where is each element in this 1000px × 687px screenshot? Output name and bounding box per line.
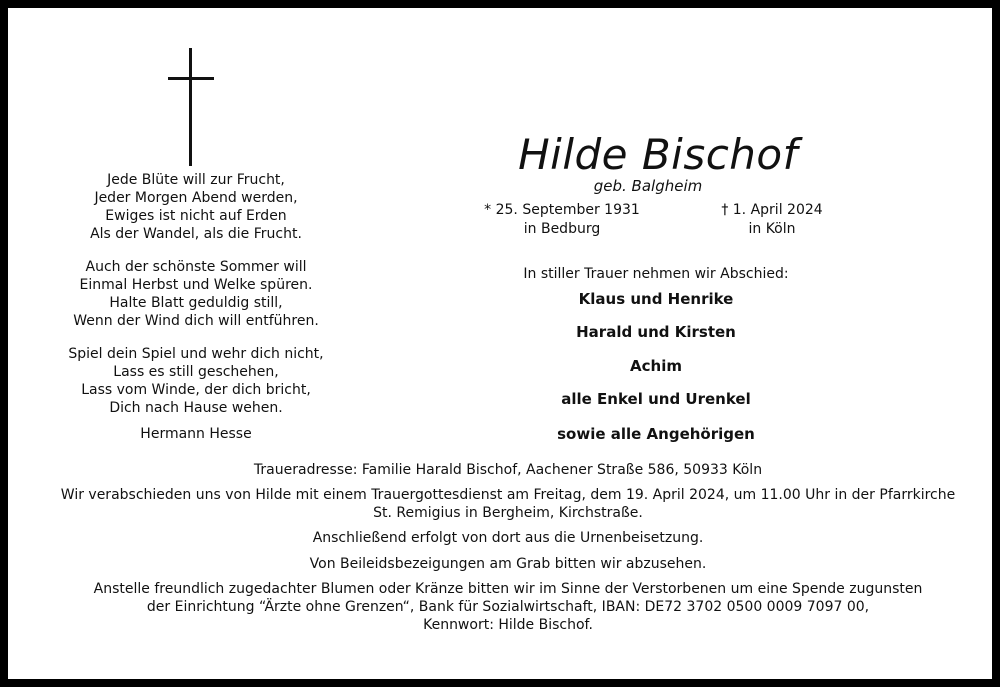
poem-line: Einmal Herbst und Welke spüren. [79,277,313,293]
death-info [672,201,872,239]
poem-stanza-1 [48,171,344,243]
birth-date: * 25. September 1931 [484,202,640,218]
poem-line: Jeder Morgen Abend werden, [94,190,298,206]
poem-line: Ewiges ist nicht auf Erden [105,208,287,224]
poem-line: Auch der schönste Sommer will [85,259,307,275]
donation-line: Kennwort: Hilde Bischof. [423,617,593,633]
cross-icon-bar [168,77,214,80]
poem-stanza-2 [48,258,344,330]
death-place: in Köln [748,221,796,237]
poem-stanza-3 [48,345,344,417]
donation-line: Anstelle freundlich zugedachter Blumen oder Kränze bitten wir im Sinne der Verstorbenen um eine Spende zugunsten [93,581,923,597]
mourner-name: Achim [630,357,682,375]
mourner-name: Klaus und Henrike [578,290,734,308]
mourner-name: alle Enkel und Urenkel [561,390,751,408]
poem-author: Hermann Hesse [140,426,252,442]
funeral-service-info [38,486,978,522]
urn-burial-note: Anschließend erfolgt von dort aus die Urnenbeisetzung. [312,530,704,546]
poem-line: Spiel dein Spiel und wehr dich nicht, [68,346,324,362]
service-line: St. Remigius in Bergheim, Kirchstraße. [373,505,643,521]
mourner-name: Harald und Kirsten [576,323,736,341]
mourning-address: Traueradresse: Familie Harald Bischof, Aachener Straße 586, 50933 Köln [253,462,763,478]
condolence-note: Von Beileidsbezeigungen am Grab bitten wir abzusehen. [309,556,707,572]
cross-icon [189,48,192,166]
poem-line: Halte Blatt geduldig still, [109,295,283,311]
poem-line: Lass vom Winde, der dich bricht, [81,382,311,398]
poem-line: Lass es still geschehen, [113,364,279,380]
donation-line: der Einrichtung “Ärzte ohne Grenzen“, Bank für Sozialwirtschaft, IBAN: DE72 3702 0500 0009 7097 00, [146,599,870,615]
birth-info [462,201,662,239]
mourner-name: sowie alle Angehörigen [557,425,755,443]
birth-place: in Bedburg [523,221,601,237]
death-date: † 1. April 2024 [721,202,823,218]
poem-line: Als der Wandel, als die Frucht. [90,226,302,242]
poem-line: Jede Blüte will zur Frucht, [107,172,285,188]
donation-request [38,580,978,634]
poem-line: Wenn der Wind dich will entführen. [73,313,319,329]
mourners-intro: In stiller Trauer nehmen wir Abschied: [523,266,789,282]
service-line: Wir verabschieden uns von Hilde mit einem Trauergottesdienst am Freitag, dem 19. April 2024, um 11.00 Uhr in der Pfarrkirche [60,487,956,503]
birth-name: geb. Balgheim [593,177,703,195]
poem-line: Dich nach Hause wehen. [109,400,283,416]
deceased-name: Hilde Bischof [518,130,798,179]
obituary-notice [8,8,992,679]
